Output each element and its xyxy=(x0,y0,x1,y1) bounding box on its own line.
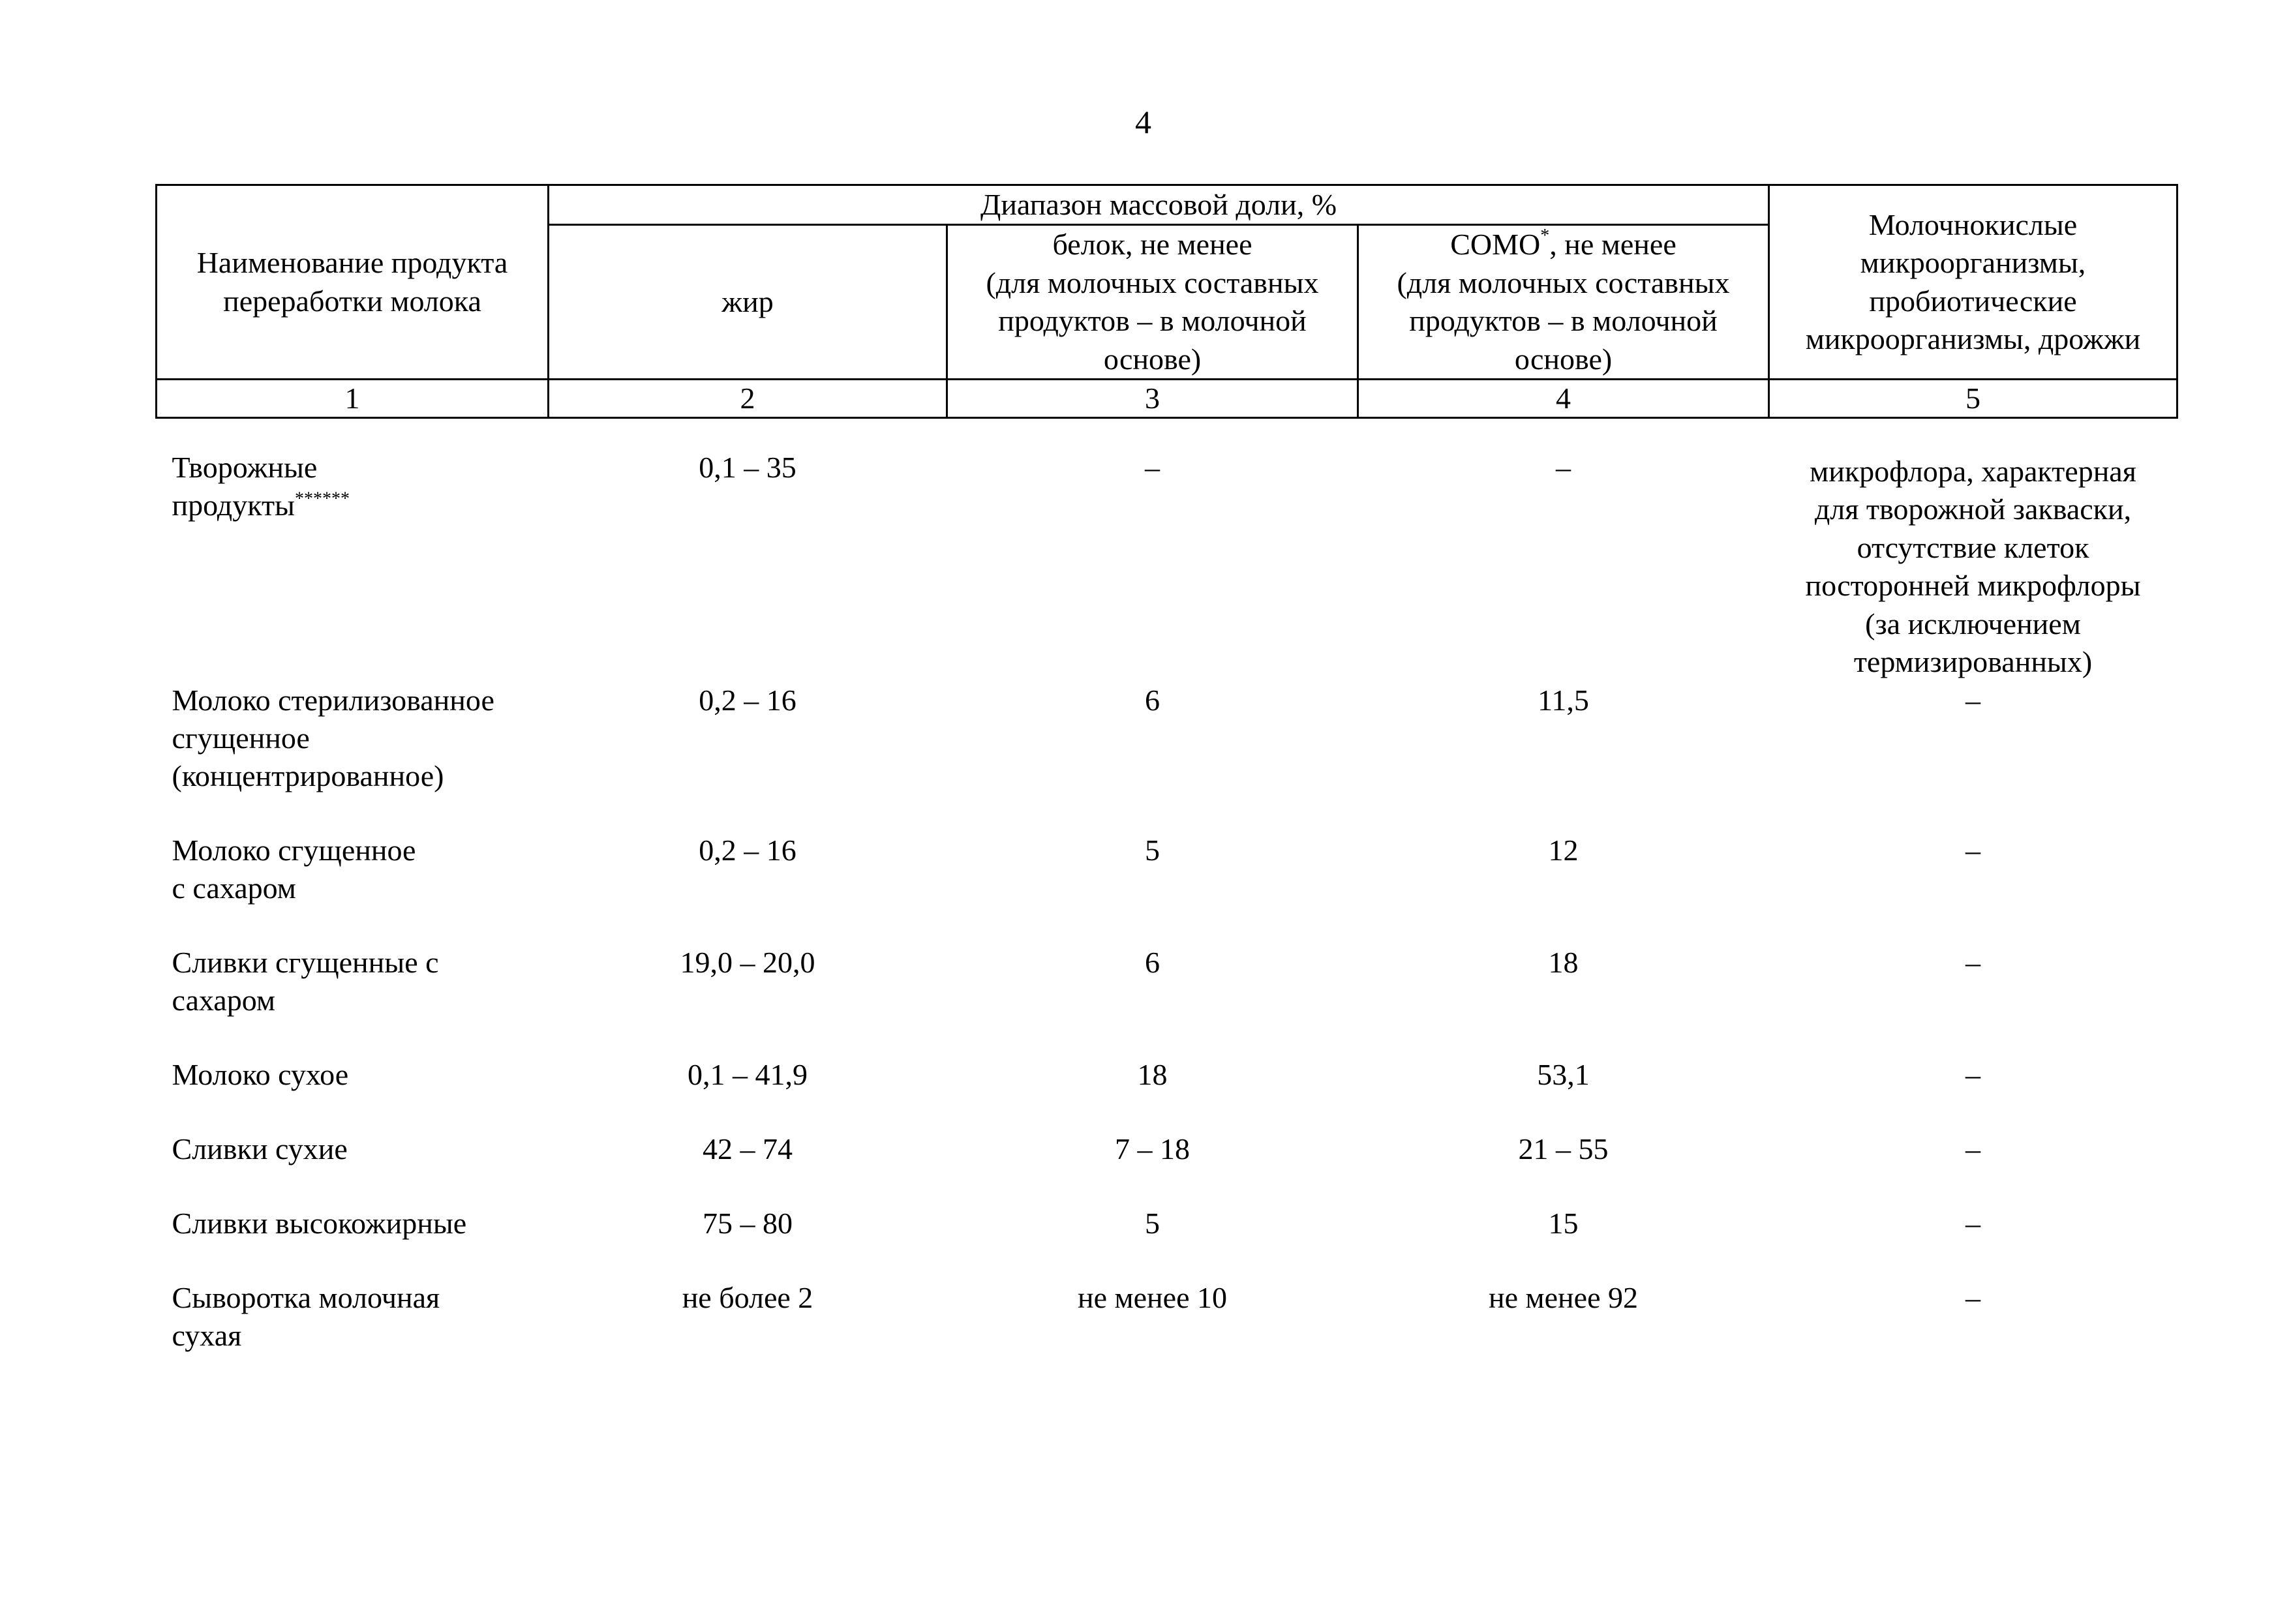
product-footnote-mark: ****** xyxy=(294,489,350,510)
product-name: Сливки сгущенные с сахаром xyxy=(172,945,439,1017)
product-name: Молоко сгущенное с сахаром xyxy=(172,833,416,905)
header-fat: жир xyxy=(549,225,947,380)
table-row xyxy=(157,944,2177,1056)
protein-value: 18 xyxy=(1137,1057,1168,1091)
protein-value: 6 xyxy=(1145,945,1160,979)
somo-value: 12 xyxy=(1548,833,1579,867)
fat-value: 0,1 – 41,9 xyxy=(688,1057,808,1091)
microorganisms-value: – xyxy=(1965,1280,1980,1314)
somo-value: 53,1 xyxy=(1537,1057,1590,1091)
column-number-4: 4 xyxy=(1358,380,1769,418)
column-number-2: 2 xyxy=(549,380,947,418)
somo-value: 15 xyxy=(1548,1206,1579,1240)
fat-value: 19,0 – 20,0 xyxy=(680,945,815,979)
product-name xyxy=(157,418,549,682)
header-somo-rest: , не менее (для молочных составных продуктов – в молочной основе) xyxy=(1397,228,1730,376)
table-row xyxy=(157,1130,2177,1205)
header-somo xyxy=(1358,225,1769,380)
microorganisms-value: – xyxy=(1965,1132,1980,1165)
column-number-5: 5 xyxy=(1769,380,2177,418)
somo-value: не менее 92 xyxy=(1488,1280,1638,1314)
protein-value: не менее 10 xyxy=(1077,1280,1227,1314)
product-name: Молоко сухое xyxy=(172,1057,349,1091)
table-row xyxy=(157,1056,2177,1130)
header-mass-fraction-range: Диапазон массовой доли, % xyxy=(549,185,1769,225)
column-number-1: 1 xyxy=(157,380,549,418)
microorganisms-value: – xyxy=(1965,1206,1980,1240)
protein-value: 7 – 18 xyxy=(1115,1132,1190,1165)
protein-value: – xyxy=(1145,451,1160,485)
header-microorganisms: Молочнокислые микроорганизмы, пробиотические микроорганизмы, дрожжи xyxy=(1769,185,2177,380)
microorganisms-value: – xyxy=(1965,683,1980,717)
product-name: Сыворотка молочная сухая xyxy=(172,1280,440,1352)
somo-value: – xyxy=(1556,451,1571,485)
somo-value: 11,5 xyxy=(1538,683,1589,717)
column-number-3: 3 xyxy=(947,380,1358,418)
header-protein: белок, не менее (для молочных составных продуктов – в молочной основе) xyxy=(947,225,1358,380)
table-row xyxy=(157,418,2177,682)
product-name: Молоко стерилизованное сгущенное (концентрированное) xyxy=(172,683,494,793)
table-row xyxy=(157,682,2177,832)
somo-value: 21 – 55 xyxy=(1518,1132,1609,1165)
microorganisms-value: – xyxy=(1965,833,1980,867)
microorganisms-value: – xyxy=(1965,1057,1980,1091)
fat-value: 0,1 – 35 xyxy=(699,451,797,485)
fat-value: не более 2 xyxy=(682,1280,813,1314)
protein-value: 6 xyxy=(1145,683,1160,717)
product-name: Сливки сухие xyxy=(172,1132,348,1165)
product-name: Сливки высокожирные xyxy=(172,1206,467,1240)
microorganisms-value: – xyxy=(1965,945,1980,979)
fat-value: 0,2 – 16 xyxy=(699,833,797,867)
table-row xyxy=(157,832,2177,944)
protein-value: 5 xyxy=(1145,1206,1160,1240)
fat-value: 42 – 74 xyxy=(703,1132,793,1165)
microorganisms-value: микрофлора, характерная для творожной закваски, отсутствие клеток посторонней микрофлоры (за исключением термизированных) xyxy=(1805,455,2141,679)
product-spec-table xyxy=(155,184,2178,1357)
page-number: 4 xyxy=(1135,104,1151,140)
header-product-name: Наименование продукта переработки молока xyxy=(157,185,549,380)
product-name-text: Творожные продукты xyxy=(172,451,318,522)
header-somo-label: СОМО xyxy=(1450,228,1541,262)
somo-value: 18 xyxy=(1548,945,1579,979)
table-row xyxy=(157,1279,2177,1357)
somo-footnote-mark: * xyxy=(1540,226,1550,247)
table-row xyxy=(157,1205,2177,1279)
fat-value: 75 – 80 xyxy=(703,1206,793,1240)
protein-value: 5 xyxy=(1145,833,1160,867)
fat-value: 0,2 – 16 xyxy=(699,683,797,717)
